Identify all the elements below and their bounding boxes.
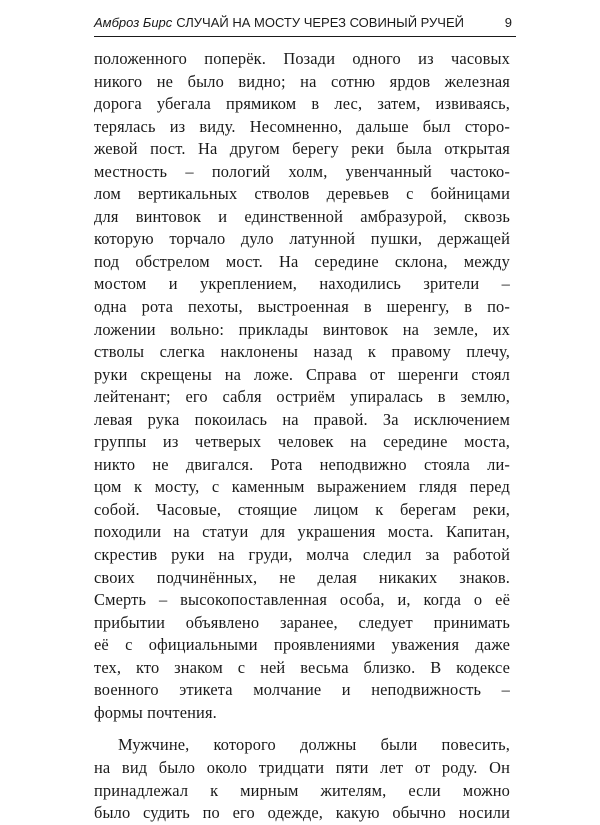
text-line: никто не двигался. Рота неподвижно стояла ли- [94, 454, 510, 474]
text-line: прибытии объявлено заранее, следует принимать [94, 612, 510, 632]
page-number: 9 [504, 15, 512, 30]
text-line: Смерть – высокопоставленная особа, и, когда о её [94, 590, 510, 610]
body-text [94, 48, 510, 825]
text-line: тех, кто знаком с ней весьма близко. В кодексе [94, 657, 510, 677]
text-line: принадлежал к мирным жителям, если можно [94, 780, 510, 800]
paragraph [94, 734, 510, 824]
text-line: местность – пологий холм, увенчанный частоко- [94, 161, 510, 181]
text-line: собой. Часовые, стоящие лицом к берегам реки, [94, 499, 510, 519]
text-line: жевой пост. На другом берегу реки была открытая [94, 139, 510, 159]
paragraph [94, 48, 510, 724]
text-line: лом вертикальных стволов деревьев с бойницами [94, 184, 510, 204]
text-line: формы почтения. [94, 702, 217, 722]
text-line: лейтенант; его сабля остриём упиралась в землю, [94, 387, 510, 407]
text-line: дорога убегала прямиком в лес, затем, извиваясь, [94, 94, 510, 114]
header-title: СЛУЧАЙ НА МОСТУ ЧЕРЕЗ СОВИНЫЙ РУЧЕЙ [176, 15, 464, 30]
text-line: положенного поперёк. Позади одного из часовых [94, 49, 510, 68]
text-line: группы из четверых человек на середине моста, [94, 432, 510, 452]
text-line: её с официальными проявлениями уважения даже [94, 635, 510, 655]
text-line: цом к мосту, с каменным выражением глядя перед [94, 477, 510, 497]
text-line: походили на статуи для украшения моста. Капитан, [94, 522, 510, 542]
text-line: ложении вольно: приклады винтовок на земле, их [94, 319, 510, 339]
text-line: левая рука покоилась на правой. За исключением [94, 409, 510, 429]
text-line: никого не было видно; на сотню ярдов железная [94, 71, 510, 91]
running-header [94, 14, 516, 37]
text-line: под обстрелом мост. На середине склона, между [94, 251, 510, 271]
text-line: скрестив руки на груди, молча следил за работой [94, 545, 510, 565]
text-line: мостом и укреплением, находились зрители – [94, 274, 510, 294]
text-line: на вид было около тридцати пяти лет от роду. Он [94, 757, 510, 777]
text-line: терялась из виду. Несомненно, дальше был сторо- [94, 116, 510, 136]
text-line: одна рота пехоты, выстроенная в шеренгу, в по- [94, 297, 510, 317]
text-line: своих подчинённых, не делая никаких знаков. [94, 567, 510, 587]
text-line: Мужчине, которого должны были повесить, [118, 735, 510, 755]
text-line: было судить по его одежде, какую обычно носили [94, 803, 510, 823]
text-line: военного этикета молчание и неподвижность – [94, 680, 510, 700]
text-line: для винтовок и единственной амбразурой, сквозь [94, 206, 510, 226]
text-line: руки скрещены на ложе. Справа от шеренги стоял [94, 364, 510, 384]
header-author: Амброз Бирс [94, 15, 173, 30]
paragraph-gap [94, 724, 510, 734]
text-line: которую торчало дуло латунной пушки, держащей [94, 229, 510, 249]
text-line: стволы слегка наклонены назад к правому плечу, [94, 342, 510, 362]
